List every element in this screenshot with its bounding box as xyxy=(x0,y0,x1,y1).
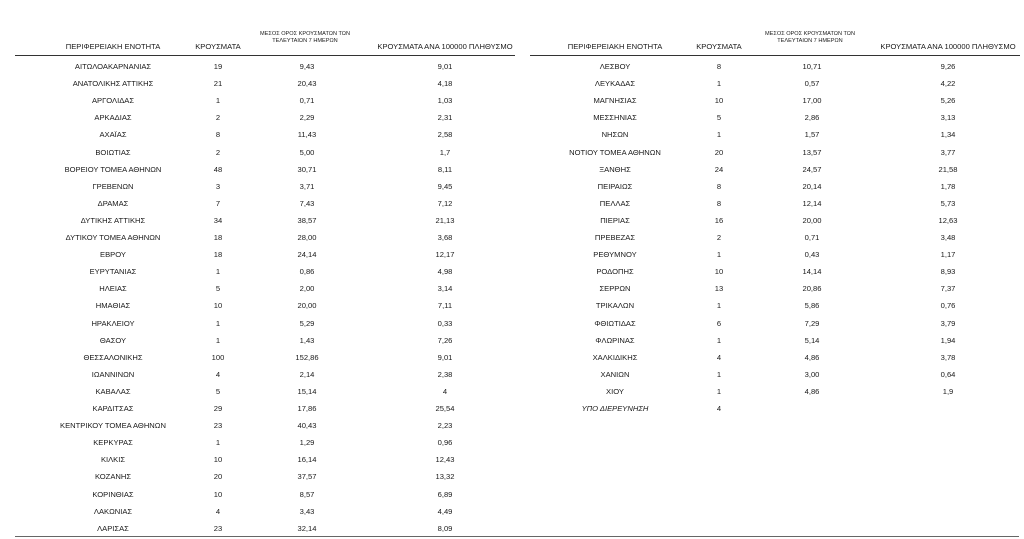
cell-per100k: 21,13 xyxy=(435,215,455,225)
table-row xyxy=(515,246,1024,263)
cell-cases: 1 xyxy=(716,130,722,140)
cell-avg: 8,57 xyxy=(299,489,315,499)
cell-region: ΡΕΘΥΜΝΟΥ xyxy=(593,250,637,260)
cell-avg: 38,57 xyxy=(297,215,317,225)
table-row xyxy=(515,161,1024,178)
cell-per100k: 4,98 xyxy=(437,267,453,277)
cell-region: ΔΥΤΙΚΟΥ ΤΟΜΕΑ ΑΘΗΝΩΝ xyxy=(65,233,161,242)
cell-region: ΥΠΟ ΔΙΕΡΕΥΝΗΣΗ xyxy=(581,404,649,413)
cell-avg: 4,86 xyxy=(804,352,820,362)
cell-per100k: 2,38 xyxy=(437,369,453,379)
header-avg-line2: ΤΕΛΕΥΤΑΙΩΝ 7 ΗΜΕΡΩΝ xyxy=(777,37,843,44)
cell-region: ΠΕΙΡΑΙΩΣ xyxy=(597,181,633,191)
header-region: ΠΕΡΙΦΕΡΕΙΑΚΗ ΕΝΟΤΗΤΑ xyxy=(567,42,663,51)
cell-per100k: 1,78 xyxy=(940,181,956,191)
header-cases: ΚΡΟΥΣΜΑΤΑ xyxy=(696,42,742,51)
cell-avg: 2,86 xyxy=(804,113,820,123)
cell-cases: 24 xyxy=(714,164,724,174)
cell-per100k: 3,48 xyxy=(940,233,956,242)
cell-region: ΛΕΣΒΟΥ xyxy=(599,62,631,71)
cell-region: ΜΑΓΝΗΣΙΑΣ xyxy=(593,96,637,106)
cell-per100k: 7,37 xyxy=(940,284,956,294)
cell-cases: 10 xyxy=(213,455,223,465)
table-row xyxy=(515,315,1024,332)
cell-avg: 20,86 xyxy=(802,284,822,294)
cell-cases: 20 xyxy=(714,147,724,157)
cell-region: ΠΡΕΒΕΖΑΣ xyxy=(594,233,636,242)
cell-region: ΧΑΝΙΩΝ xyxy=(600,369,630,379)
cell-cases: 2 xyxy=(215,147,221,157)
cell-region: ΔΡΑΜΑΣ xyxy=(97,198,129,208)
table-row xyxy=(515,349,1024,366)
cell-per100k: 12,43 xyxy=(435,455,455,465)
cell-region: ΑΡΚΑΔΙΑΣ xyxy=(94,113,132,123)
cell-cases: 100 xyxy=(211,352,225,362)
cell-avg: 0,43 xyxy=(804,250,820,260)
cell-avg: 15,14 xyxy=(297,386,317,396)
cell-region: ΚΟΡΙΝΘΙΑΣ xyxy=(92,489,134,499)
cell-region: ΕΒΡΟΥ xyxy=(100,250,126,260)
cell-region: ΜΕΣΣΗΝΙΑΣ xyxy=(593,113,637,123)
header-divider xyxy=(15,55,515,56)
header-avg-line1: ΜΕΣΟΣ ΟΡΟΣ ΚΡΟΥΣΜΑΤΩΝ ΤΩΝ xyxy=(260,31,350,37)
cell-cases: 10 xyxy=(714,267,724,277)
cell-region: ΛΑΡΙΣΑΣ xyxy=(97,523,129,533)
cell-avg: 5,29 xyxy=(299,318,315,328)
cell-cases: 2 xyxy=(215,113,221,123)
cell-per100k: 3,14 xyxy=(437,284,453,294)
cell-per100k: 1,17 xyxy=(940,250,956,260)
cell-avg: 3,71 xyxy=(299,181,315,191)
table-row xyxy=(0,246,515,263)
cell-region: ΣΕΡΡΩΝ xyxy=(599,284,631,294)
table-row xyxy=(0,451,515,468)
header-avg xyxy=(260,31,350,44)
table-row xyxy=(0,400,515,417)
cell-per100k: 21,58 xyxy=(938,164,958,174)
cell-per100k: 9,26 xyxy=(940,62,956,71)
cell-region: ΑΡΓΟΛΙΔΑΣ xyxy=(91,96,135,106)
cell-region: ΝΟΤΙΟΥ ΤΟΜΕΑ ΑΘΗΝΩΝ xyxy=(569,147,661,157)
table-row xyxy=(0,75,515,92)
cell-cases: 8 xyxy=(215,130,221,140)
cell-cases: 10 xyxy=(714,96,724,106)
cell-region: ΛΑΚΩΝΙΑΣ xyxy=(93,506,133,516)
cell-cases: 1 xyxy=(215,335,221,345)
table-row xyxy=(0,263,515,280)
table-row xyxy=(0,109,515,126)
table-row xyxy=(0,178,515,195)
table-row xyxy=(0,92,515,109)
table-row xyxy=(515,297,1024,314)
table-row xyxy=(515,332,1024,349)
table-row xyxy=(0,280,515,297)
cell-cases: 1 xyxy=(215,267,221,277)
cell-avg: 32,14 xyxy=(297,523,317,533)
header-divider xyxy=(530,55,1020,56)
cell-avg: 5,14 xyxy=(804,335,820,345)
cell-region: ΗΜΑΘΙΑΣ xyxy=(95,301,131,311)
cell-per100k: 2,58 xyxy=(437,130,453,140)
cell-per100k: 9,01 xyxy=(437,352,453,362)
table-row xyxy=(515,126,1024,143)
cell-per100k: 2,31 xyxy=(437,113,453,123)
cell-cases: 5 xyxy=(215,284,221,294)
cell-region: ΝΗΣΩΝ xyxy=(601,130,629,140)
cell-region: ΧΑΛΚΙΔΙΚΗΣ xyxy=(592,352,638,362)
table-row xyxy=(0,520,515,537)
table-row xyxy=(515,280,1024,297)
cell-region: ΡΟΔΟΠΗΣ xyxy=(596,267,634,277)
cell-avg: 0,71 xyxy=(804,233,820,242)
cell-cases: 4 xyxy=(215,506,221,516)
table-row xyxy=(515,109,1024,126)
table-row xyxy=(515,144,1024,161)
cell-region: ΦΛΩΡΙΝΑΣ xyxy=(595,335,635,345)
cell-cases: 1 xyxy=(215,438,221,448)
cell-avg: 1,43 xyxy=(299,335,315,345)
cell-region: ΗΛΕΙΑΣ xyxy=(99,284,127,294)
cell-per100k: 0,33 xyxy=(437,318,453,328)
cell-per100k: 7,12 xyxy=(437,198,453,208)
cell-per100k: 3,77 xyxy=(940,147,956,157)
cell-avg: 20,14 xyxy=(802,181,822,191)
cell-per100k: 13,32 xyxy=(435,472,455,482)
cell-cases: 3 xyxy=(215,181,221,191)
cell-cases: 8 xyxy=(716,62,722,71)
cell-region: ΚΟΖΑΝΗΣ xyxy=(94,472,132,482)
cell-avg: 4,86 xyxy=(804,386,820,396)
table-row xyxy=(0,212,515,229)
cell-cases: 1 xyxy=(716,386,722,396)
cell-per100k: 1,9 xyxy=(942,386,954,396)
cell-per100k: 8,11 xyxy=(437,164,453,174)
cell-per100k: 9,01 xyxy=(437,62,453,71)
cell-avg: 16,14 xyxy=(297,455,317,465)
table-row xyxy=(0,126,515,143)
cell-cases: 29 xyxy=(213,404,223,413)
header-region: ΠΕΡΙΦΕΡΕΙΑΚΗ ΕΝΟΤΗΤΑ xyxy=(65,42,161,51)
cell-cases: 1 xyxy=(716,369,722,379)
cell-avg: 3,00 xyxy=(804,369,820,379)
header-avg-line2: ΤΕΛΕΥΤΑΙΩΝ 7 ΗΜΕΡΩΝ xyxy=(272,37,338,44)
cell-region: ΦΘΙΩΤΙΔΑΣ xyxy=(594,318,636,328)
cell-avg: 7,29 xyxy=(804,318,820,328)
cell-region: ΘΑΣΟΥ xyxy=(99,335,127,345)
cell-region: ΑΝΑΤΟΛΙΚΗΣ ΑΤΤΙΚΗΣ xyxy=(72,79,154,89)
cell-region: ΚΕΝΤΡΙΚΟΥ ΤΟΜΕΑ ΑΘΗΝΩΝ xyxy=(60,421,166,431)
cell-cases: 5 xyxy=(716,113,722,123)
cell-region: ΚΑΒΑΛΑΣ xyxy=(95,386,131,396)
cell-cases: 1 xyxy=(215,318,221,328)
cell-region: ΧΙΟΥ xyxy=(606,386,624,396)
cell-per100k: 5,73 xyxy=(940,198,956,208)
table-row xyxy=(0,503,515,520)
cell-per100k: 3,79 xyxy=(940,318,956,328)
cell-per100k: 4,18 xyxy=(437,79,453,89)
cell-cases: 48 xyxy=(213,164,223,174)
table-row xyxy=(0,229,515,246)
table-row xyxy=(0,315,515,332)
table-row xyxy=(515,383,1024,400)
cell-avg: 0,57 xyxy=(804,79,820,89)
header-per100k: ΚΡΟΥΣΜΑΤΑ ΑΝΑ 100000 ΠΛΗΘΥΣΜΟ xyxy=(880,42,1016,51)
cell-cases: 4 xyxy=(716,404,722,413)
cell-cases: 23 xyxy=(213,421,223,431)
cell-cases: 19 xyxy=(213,62,223,71)
cell-avg: 9,43 xyxy=(299,62,315,71)
cell-per100k: 3,68 xyxy=(437,233,453,242)
cell-avg: 2,29 xyxy=(299,113,315,123)
cell-per100k: 1,94 xyxy=(940,335,956,345)
cell-per100k: 1,34 xyxy=(940,130,956,140)
cell-region: ΘΕΣΣΑΛΟΝΙΚΗΣ xyxy=(83,352,143,362)
cell-per100k: 7,26 xyxy=(437,335,453,345)
cell-avg: 40,43 xyxy=(297,421,317,431)
cell-per100k: 1,03 xyxy=(437,96,453,106)
cell-region: ΓΡΕΒΕΝΩΝ xyxy=(92,181,134,191)
table-row xyxy=(0,332,515,349)
cell-per100k: 6,89 xyxy=(437,489,453,499)
cell-cases: 1 xyxy=(716,301,722,311)
cell-avg: 17,00 xyxy=(802,96,822,106)
cell-per100k: 4,49 xyxy=(437,506,453,516)
cell-cases: 20 xyxy=(213,472,223,482)
cell-avg: 7,43 xyxy=(299,198,315,208)
bottom-rule xyxy=(15,536,1019,537)
cell-per100k: 25,54 xyxy=(435,404,455,413)
cell-region: ΗΡΑΚΛΕΙΟΥ xyxy=(91,318,135,328)
cell-avg xyxy=(767,400,857,417)
cell-cases: 1 xyxy=(215,96,221,106)
cell-cases: 1 xyxy=(716,250,722,260)
table-row xyxy=(515,75,1024,92)
cell-avg: 20,00 xyxy=(297,301,317,311)
cell-avg: 14,14 xyxy=(802,267,822,277)
cell-avg: 30,71 xyxy=(297,164,317,174)
table-row xyxy=(0,349,515,366)
cell-per100k xyxy=(877,400,1019,417)
cell-cases: 7 xyxy=(215,198,221,208)
cell-region: ΚΑΡΔΙΤΣΑΣ xyxy=(92,404,134,413)
cell-per100k: 8,09 xyxy=(437,523,453,533)
cell-per100k: 1,7 xyxy=(439,147,451,157)
table-row xyxy=(0,366,515,383)
cell-cases: 23 xyxy=(213,523,223,533)
cell-per100k: 3,13 xyxy=(940,113,956,123)
cell-region: ΑΧΑΪΑΣ xyxy=(99,130,127,140)
cell-cases: 4 xyxy=(716,352,722,362)
cell-avg: 2,00 xyxy=(299,284,315,294)
cell-avg: 17,86 xyxy=(297,404,317,413)
cell-region: ΞΑΝΘΗΣ xyxy=(599,164,631,174)
cell-per100k: 0,64 xyxy=(940,369,956,379)
table-row xyxy=(0,486,515,503)
cell-region: ΠΕΛΛΑΣ xyxy=(599,198,631,208)
table-row xyxy=(0,144,515,161)
cell-region: ΚΙΛΚΙΣ xyxy=(100,455,126,465)
table-row xyxy=(515,400,1024,417)
cell-per100k: 8,93 xyxy=(940,267,956,277)
cell-avg: 12,14 xyxy=(802,198,822,208)
cell-avg: 1,57 xyxy=(804,130,820,140)
table-row xyxy=(0,195,515,212)
cell-avg: 1,29 xyxy=(299,438,315,448)
cell-avg: 20,00 xyxy=(802,215,822,225)
cell-avg: 0,86 xyxy=(299,267,315,277)
table-row xyxy=(0,417,515,434)
cell-per100k: 12,63 xyxy=(938,215,958,225)
cell-avg: 37,57 xyxy=(297,472,317,482)
table-row xyxy=(515,229,1024,246)
cell-cases: 4 xyxy=(215,369,221,379)
cell-cases: 1 xyxy=(716,335,722,345)
cell-cases: 6 xyxy=(716,318,722,328)
cell-avg: 24,14 xyxy=(297,250,317,260)
cell-cases: 8 xyxy=(716,181,722,191)
cell-cases: 8 xyxy=(716,198,722,208)
cell-per100k: 0,76 xyxy=(940,301,956,311)
table-row xyxy=(0,297,515,314)
table-row xyxy=(0,383,515,400)
header-avg-line1: ΜΕΣΟΣ ΟΡΟΣ ΚΡΟΥΣΜΑΤΩΝ ΤΩΝ xyxy=(765,31,855,37)
cell-avg: 152,86 xyxy=(295,352,319,362)
table-row xyxy=(515,58,1024,75)
cell-per100k: 0,96 xyxy=(437,438,453,448)
cell-avg: 20,43 xyxy=(297,79,317,89)
cell-avg: 2,14 xyxy=(299,369,315,379)
cell-region: ΑΙΤΩΛΟΑΚΑΡΝΑΝΙΑΣ xyxy=(74,62,152,71)
cell-avg: 24,57 xyxy=(802,164,822,174)
header-cases: ΚΡΟΥΣΜΑΤΑ xyxy=(195,42,241,51)
cell-region: ΒΟΙΩΤΙΑΣ xyxy=(95,147,131,157)
cell-avg: 3,43 xyxy=(299,506,315,516)
cell-cases: 16 xyxy=(714,215,724,225)
cell-avg: 5,00 xyxy=(299,147,315,157)
header-per100k: ΚΡΟΥΣΜΑΤΑ ΑΝΑ 100000 ΠΛΗΘΥΣΜΟ xyxy=(377,42,513,51)
cell-cases: 10 xyxy=(213,301,223,311)
cell-cases: 13 xyxy=(714,284,724,294)
cell-per100k: 5,26 xyxy=(940,96,956,106)
cell-region: ΚΕΡΚΥΡΑΣ xyxy=(93,438,133,448)
cell-cases: 21 xyxy=(213,79,223,89)
table-row xyxy=(0,434,515,451)
cell-per100k: 3,78 xyxy=(940,352,956,362)
cell-cases: 2 xyxy=(716,233,722,242)
table-row xyxy=(0,58,515,75)
cell-avg: 11,43 xyxy=(297,130,317,140)
cell-per100k: 4,22 xyxy=(940,79,956,89)
table-row xyxy=(515,92,1024,109)
table-row xyxy=(515,195,1024,212)
table-row xyxy=(515,212,1024,229)
cell-region: ΤΡΙΚΑΛΩΝ xyxy=(595,301,635,311)
table-row xyxy=(515,178,1024,195)
cell-per100k: 12,17 xyxy=(435,250,455,260)
cell-per100k: 4 xyxy=(442,386,448,396)
cell-cases: 18 xyxy=(213,233,223,242)
table-row xyxy=(515,366,1024,383)
cell-avg: 0,71 xyxy=(299,96,315,106)
cell-avg: 13,57 xyxy=(802,147,822,157)
table-row xyxy=(515,263,1024,280)
cell-cases: 10 xyxy=(213,489,223,499)
cell-cases: 34 xyxy=(213,215,223,225)
cell-per100k: 7,11 xyxy=(437,301,453,311)
table-row xyxy=(0,468,515,485)
left-table-header xyxy=(0,0,515,58)
cell-cases: 18 xyxy=(213,250,223,260)
cell-avg: 5,86 xyxy=(804,301,820,311)
cell-avg: 28,00 xyxy=(297,233,317,242)
table-row xyxy=(0,161,515,178)
right-table-header xyxy=(515,0,1024,58)
cell-cases: 1 xyxy=(716,79,722,89)
cell-per100k: 9,45 xyxy=(437,181,453,191)
cell-region: ΕΥΡΥΤΑΝΙΑΣ xyxy=(89,267,137,277)
cell-region: ΒΟΡΕΙΟΥ ΤΟΜΕΑ ΑΘΗΝΩΝ xyxy=(64,164,162,174)
cell-region: ΛΕΥΚΑΔΑΣ xyxy=(594,79,636,89)
cell-region: ΙΩΑΝΝΙΝΩΝ xyxy=(91,369,135,379)
cell-avg: 10,71 xyxy=(802,62,822,71)
cell-cases: 5 xyxy=(215,386,221,396)
cell-region: ΠΙΕΡΙΑΣ xyxy=(600,215,630,225)
header-avg xyxy=(765,31,855,44)
cell-region: ΔΥΤΙΚΗΣ ΑΤΤΙΚΗΣ xyxy=(80,215,146,225)
cell-per100k: 2,23 xyxy=(437,421,453,431)
